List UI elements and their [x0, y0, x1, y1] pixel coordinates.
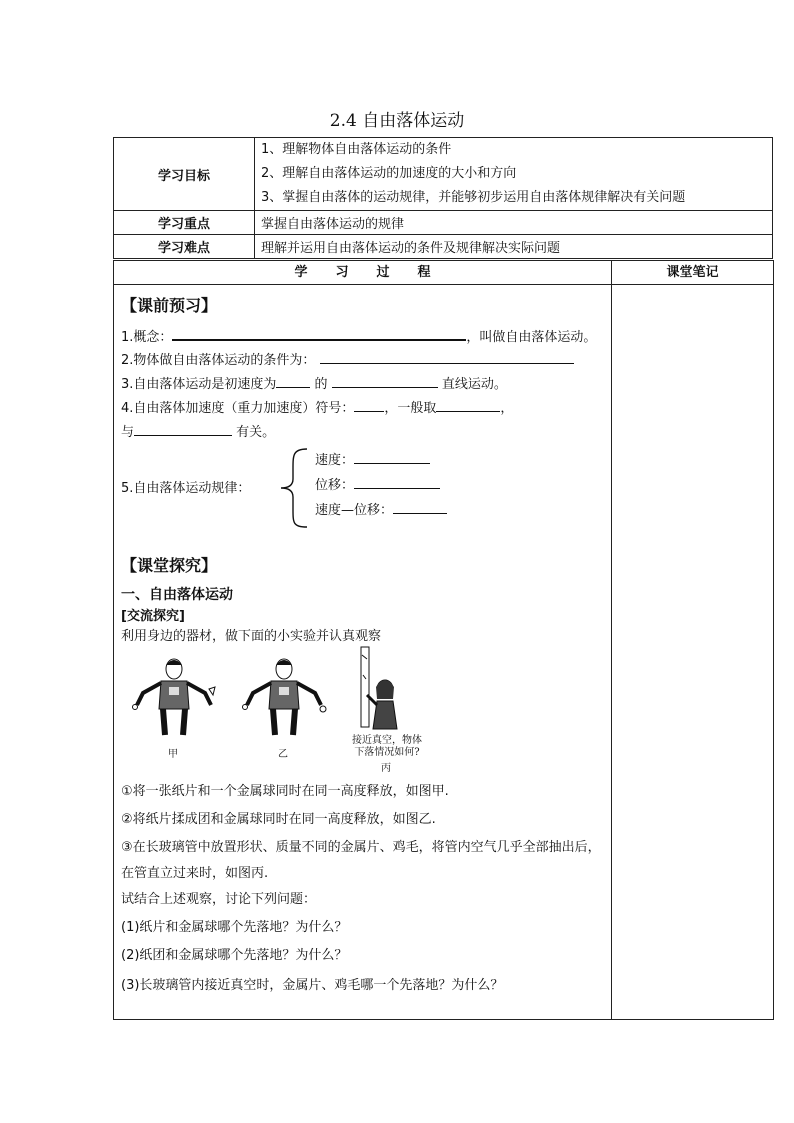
figure-label-jia: 甲: [168, 749, 178, 760]
q3-suffix: 直线运动。: [441, 377, 507, 392]
q4-end: 有关。: [236, 425, 276, 440]
q3-blank-1[interactable]: [276, 373, 310, 388]
figure-label-yi: 乙: [278, 749, 288, 760]
q5-label: 5.自由落体运动规律：: [121, 481, 251, 496]
law-velocity: 速度：: [315, 453, 355, 468]
q3-prefix: 3.自由落体运动是初速度为: [121, 377, 277, 392]
q3-blank-2[interactable]: [332, 373, 438, 388]
notes-header: 课堂笔记: [666, 265, 719, 280]
q4-with: 与: [121, 425, 135, 440]
law-displacement-blank[interactable]: [354, 474, 440, 489]
preview-heading: 【课前预习】: [121, 296, 218, 315]
q1-prefix: 1.概念：: [121, 330, 173, 345]
q2-text: 2.物体做自由落体运动的条件为：: [121, 353, 316, 368]
curly-brace-icon: [277, 447, 311, 529]
figure-caption: [347, 735, 427, 759]
law-vd-blank[interactable]: [393, 499, 447, 514]
explore-heading: 【课堂探究】: [121, 556, 218, 575]
process-char: 程: [417, 265, 431, 280]
q3-mid: 的: [314, 377, 328, 392]
law-displacement: 位移：: [315, 478, 355, 493]
question-2: (2)纸团和金属球哪个先落地？为什么？: [121, 948, 348, 963]
q4-prefix: 4.自由落体加速度（重力加速度）符号：: [121, 401, 355, 416]
q1-suffix: ，叫做自由落体运动。: [466, 330, 597, 345]
q4-comma: ，: [500, 401, 514, 416]
law-velocity-displacement: 速度—位移：: [315, 503, 394, 518]
header-table: [113, 137, 773, 259]
question-1: (1)纸片和金属球哪个先落地？为什么？: [121, 920, 348, 935]
step-2: ②将纸片揉成团和金属球同时在同一高度释放，如图乙.: [121, 812, 436, 827]
goal-label: 学习目标: [114, 138, 255, 211]
process-char: 过: [376, 265, 390, 280]
q4-blank-3[interactable]: [134, 421, 232, 436]
process-content: [121, 291, 609, 999]
goal-list: [255, 138, 773, 211]
question-3: (3)长玻璃管内接近真空时，金属片、鸡毛哪一个先落地？为什么？: [121, 978, 504, 993]
key-label: 学习重点: [114, 211, 255, 235]
exchange-tag: [交流探究]: [121, 609, 185, 624]
step-1: ①将一张纸片和一个金属球同时在同一高度释放，如图甲.: [121, 784, 449, 799]
figure-label-bing: 丙: [381, 763, 391, 774]
q1-blank[interactable]: [172, 325, 466, 341]
key-text: 掌握自由落体运动的规律: [255, 211, 773, 235]
goal-item: 3、掌握自由落体的运动规律，并能够初步运用自由落体规律解决有关问题: [261, 190, 686, 205]
section-title: 一、自由落体运动: [121, 587, 233, 603]
process-char: 习: [335, 265, 349, 280]
intro-text: 利用身边的器材，做下面的小实验并认真观察: [121, 629, 382, 644]
law-velocity-blank[interactable]: [354, 449, 430, 464]
q4-blank-1[interactable]: [354, 397, 384, 412]
goal-item: 1、理解物体自由落体运动的条件: [261, 142, 452, 157]
main-table: [113, 260, 774, 1020]
q4-blank-2[interactable]: [436, 397, 500, 412]
girl-vacuum-tube-figure: [347, 645, 427, 737]
step-3: ③在长玻璃管中放置形状、质量不同的金属片、鸡毛，将管内空气几乎全部抽出后，在管直立过来时，如图丙.: [121, 840, 601, 881]
difficulty-text: 理解并运用自由落体运动的条件及规律解决实际问题: [255, 235, 773, 259]
boy-drop-paper-figure: [129, 657, 219, 737]
q4-mid: ，一般取: [384, 401, 437, 416]
experiment-figures: [121, 657, 609, 774]
goal-item: 2、理解自由落体运动的加速度的大小和方向: [261, 166, 517, 181]
q2-blank[interactable]: [320, 349, 574, 364]
caption-line: 接近真空，物体: [352, 735, 422, 746]
boy-drop-paper-ball-figure: [239, 657, 329, 737]
process-char: 学: [294, 265, 308, 280]
caption-line: 下落情况如何?: [354, 747, 420, 758]
difficulty-label: 学习难点: [114, 235, 255, 259]
discuss-text: 试结合上述观察，讨论下列问题：: [121, 892, 317, 907]
q5-block: [121, 445, 609, 531]
page-title: 2.4 自由落体运动: [329, 111, 465, 131]
process-header: [114, 261, 611, 284]
